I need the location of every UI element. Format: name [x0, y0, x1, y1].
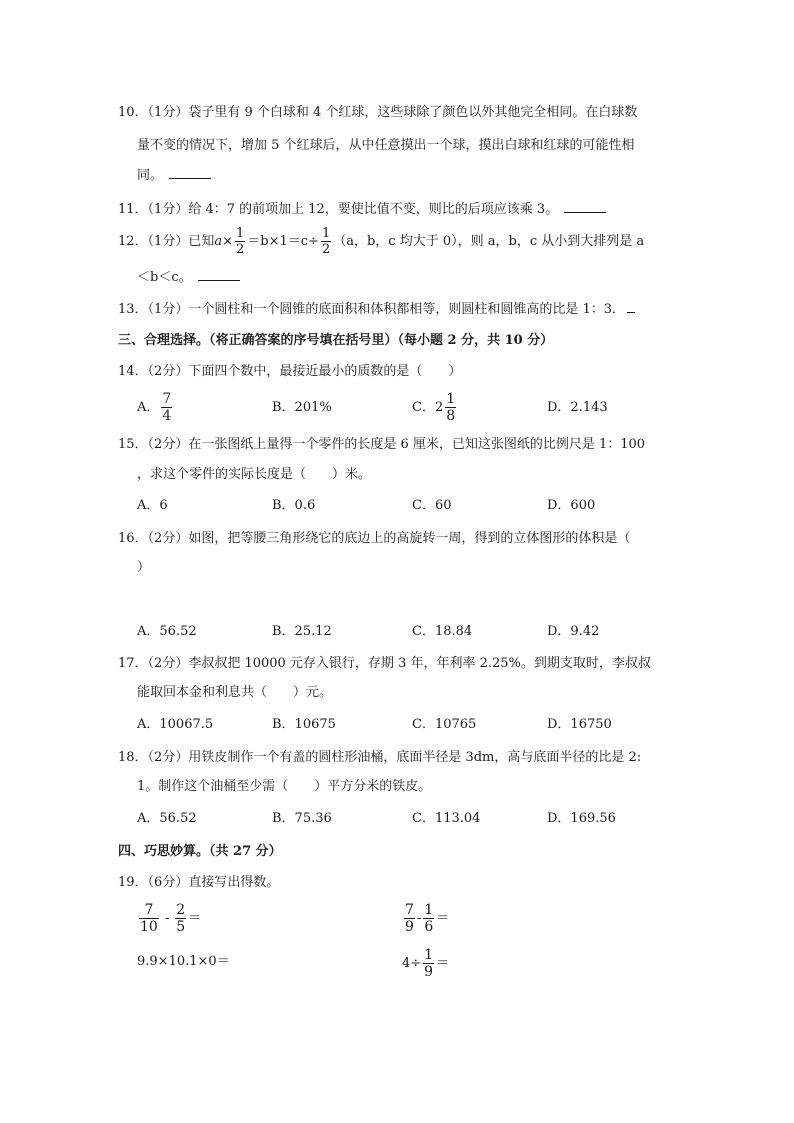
q13-line [118, 300, 635, 319]
q18-line2: 1。制作这个油桶至少需（ ）平方分米的铁皮。 [137, 779, 432, 794]
q19-e1-eq: ＝ [188, 911, 202, 926]
q14-c-num: 1 [446, 391, 456, 407]
q19-e1-n2: 2 [176, 902, 186, 918]
q19-expression-3: 9.9×10.1×0＝ [137, 954, 230, 969]
q12-f2-den: 2 [321, 242, 331, 257]
q10-line3 [137, 166, 211, 185]
q14-option-d[interactable]: D．2.143 [547, 400, 608, 415]
q14-a-num: 7 [162, 391, 172, 407]
q12-times: × [222, 234, 233, 249]
q18-option-a[interactable]: A．56.52 [137, 811, 197, 826]
q14-option-b[interactable]: B．201% [272, 400, 332, 415]
q17-line2: 能取回本金和利息共（ ）元。 [137, 685, 333, 700]
q18-option-b[interactable]: B．75.36 [272, 811, 332, 826]
q10-line3-text: 同。 [137, 168, 164, 183]
q15-option-c[interactable]: C．60 [412, 498, 452, 513]
q17-option-c[interactable]: C．10765 [412, 717, 477, 732]
q15-line1: 15．（2分）在一张图纸上量得一个零件的长度是 6 厘米，已知这张图纸的比例尺是 1：100 [118, 437, 646, 452]
q12-f2-num: 1 [321, 226, 331, 241]
q16-option-c[interactable]: C．18.84 [412, 624, 473, 639]
q14-a-fraction [161, 392, 172, 423]
q18-line1: 18．（2分）用铁皮制作一个有盖的圆柱形油桶，底面半径是 3dm，高与底面半径的比是 2: [118, 750, 642, 765]
q19-e2-frac2 [423, 903, 434, 934]
q16-option-d[interactable]: D．9.42 [547, 624, 600, 639]
q15-line2: ，求这个零件的实际长度是（ ）米。 [137, 467, 372, 482]
q19-e1-d2: 5 [176, 919, 186, 935]
q14-c-label: C．2 [412, 400, 444, 415]
q12-var-a: a [214, 234, 223, 249]
q12-fraction-2 [321, 227, 331, 256]
q19-e4-n: 1 [424, 947, 434, 963]
q12-f1-num: 1 [236, 226, 245, 241]
q19-stem: 19．（6分）直接写出得数。 [118, 875, 280, 890]
q12-line1 [118, 226, 644, 258]
q14-option-a[interactable] [137, 392, 174, 424]
q12-suffix: （a，b，c 均大于 0），则 a，b，c 从小到大排列是 a [333, 234, 645, 249]
q19-expression-2 [402, 899, 449, 939]
q19-e1-frac2 [175, 903, 186, 934]
q12-line2 [137, 268, 240, 287]
q19-e1-frac1 [139, 903, 159, 934]
q19-expression-1 [137, 899, 201, 939]
q19-e1-op: - [164, 911, 170, 926]
q12-f1-den: 2 [236, 242, 245, 257]
q19-e4-pre: 4÷ [402, 956, 422, 971]
q12-mid: ＝b×1＝c÷ [247, 234, 319, 249]
q19-e1-d1: 10 [140, 919, 158, 935]
q13-text: 13．（1分）一个圆柱和一个圆锥的底面积和体积都相等，则圆柱和圆锥高的比是 1：3． [118, 302, 625, 317]
q19-e2-op: - [416, 911, 422, 926]
q19-e1-n1: 7 [144, 902, 154, 918]
section-4-title: 四、巧思妙算。（共 27 分） [118, 844, 282, 859]
q16-option-a[interactable]: A．56.52 [137, 624, 197, 639]
q19-expression-4 [402, 944, 449, 984]
q15-option-d[interactable]: D．600 [547, 498, 596, 513]
q10-line1: 10．（1分）袋子里有 9 个白球和 4 个红球，这些球除了颜色以外其他完全相同。在白球数 [118, 105, 638, 120]
q10-line2: 量不变的情况下，增加 5 个红球后，从中任意摸出一个球，摸出白球和红球的可能性相 [137, 138, 635, 153]
q14-c-fraction [445, 392, 456, 423]
q17-line1: 17．（2分）李叔叔把 10000 元存入银行，存期 3 年，年利率 2.25%。到期支取时，李叔叔 [118, 656, 651, 671]
q17-option-b[interactable]: B．10675 [272, 717, 336, 732]
answer-blank-q13[interactable] [627, 300, 635, 313]
q15-option-a[interactable]: A．6 [137, 498, 168, 513]
q19-e2-d1: 9 [405, 919, 414, 935]
q11-line [118, 200, 606, 219]
q12-fraction-1 [235, 227, 245, 256]
q19-e2-d2: 6 [424, 919, 434, 935]
q15-option-b[interactable]: B．0.6 [272, 498, 316, 513]
q14-option-c[interactable] [412, 392, 458, 424]
q16-line2: ） [137, 560, 151, 575]
q12-prefix: 12．（1分）已知 [118, 234, 215, 249]
q14-a-den: 4 [162, 408, 172, 424]
q19-e2-frac1 [404, 903, 415, 934]
q17-option-d[interactable]: D．16750 [547, 717, 612, 732]
q16-option-b[interactable]: B．25.12 [272, 624, 332, 639]
q19-e4-eq: ＝ [436, 956, 450, 971]
q14-a-label: A． [137, 400, 160, 415]
answer-blank-q10[interactable] [169, 166, 211, 179]
q14-c-den: 8 [446, 408, 456, 424]
answer-blank-q12[interactable] [198, 268, 240, 281]
answer-blank-q11[interactable] [564, 200, 606, 213]
q18-option-d[interactable]: D．169.56 [547, 811, 616, 826]
q19-e4-frac [423, 948, 434, 979]
q12-line2-text: ＜b＜c。 [137, 270, 192, 285]
q17-option-a[interactable]: A．10067.5 [137, 717, 214, 732]
q19-e2-n2: 1 [424, 902, 434, 918]
q19-e2-n1: 7 [405, 902, 414, 918]
section-3-title: 三、合理选择。（将正确答案的序号填在括号里）（每小题 2 分，共 10 分） [118, 333, 554, 348]
q16-line1: 16．（2分）如图，把等腰三角形绕它的底边上的高旋转一周，得到的立体图形的体积是（ [118, 531, 631, 546]
q19-e2-eq: ＝ [436, 911, 450, 926]
q19-e4-d: 9 [424, 964, 434, 980]
q11-text: 11．（1分）给 4：7 的前项加上 12，要使比值不变，则比的后项应该乘 3。 [118, 202, 559, 217]
q18-option-c[interactable]: C．113.04 [412, 811, 481, 826]
q14-stem: 14．（2分）下面四个数中，最接近最小的质数的是（ ） [118, 364, 462, 379]
